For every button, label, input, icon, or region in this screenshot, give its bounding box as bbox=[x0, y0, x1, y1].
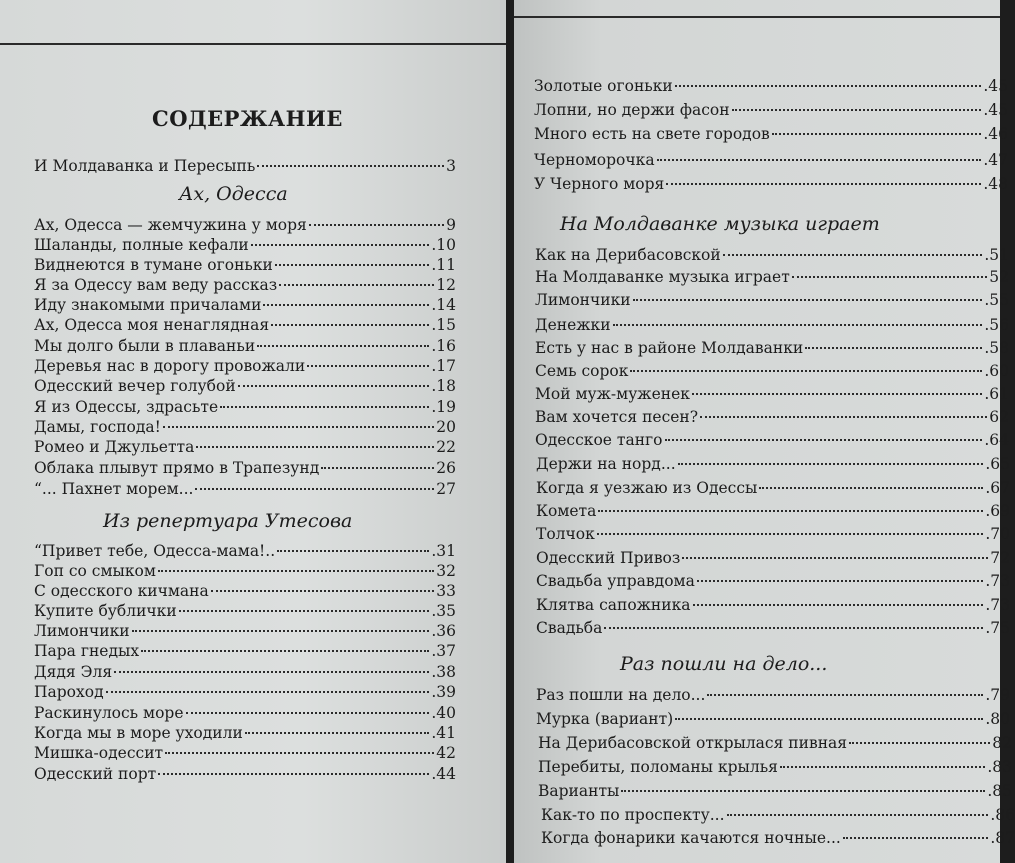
dot-leader bbox=[792, 276, 987, 278]
dot-leader bbox=[263, 304, 429, 306]
entry-page: 27 bbox=[436, 480, 456, 498]
toc-entry bbox=[538, 782, 1012, 802]
dot-leader bbox=[780, 766, 985, 768]
entry-title: Облака плывут прямо в Трапезунд bbox=[34, 459, 320, 477]
toc-entry bbox=[34, 276, 456, 296]
dot-leader bbox=[604, 627, 983, 629]
entry-page: 42 bbox=[436, 744, 456, 762]
entry-page: 3 bbox=[446, 157, 456, 175]
entry-title: Свадьба bbox=[536, 619, 603, 637]
dot-leader bbox=[727, 814, 989, 816]
toc-entry bbox=[534, 101, 1008, 121]
entry-title: “... Пахнет морем... bbox=[34, 480, 194, 498]
entry-title: Одесский Привоз bbox=[536, 549, 681, 567]
dot-leader bbox=[657, 159, 982, 161]
entry-page: .61 bbox=[984, 385, 1009, 403]
entry-title: Одесский вечер голубой bbox=[34, 377, 236, 395]
toc-entry bbox=[34, 602, 456, 622]
entry-title: Одесский порт bbox=[34, 765, 157, 783]
dot-leader bbox=[692, 393, 982, 395]
dot-leader bbox=[675, 85, 982, 87]
entry-page: .75 bbox=[985, 619, 1010, 637]
entry-title: Одесское танго bbox=[535, 431, 663, 449]
dot-leader bbox=[211, 590, 435, 592]
toc-entry bbox=[541, 806, 1015, 826]
toc-entry bbox=[535, 362, 1009, 382]
toc-entry bbox=[34, 744, 456, 764]
entry-title: Толчок bbox=[536, 525, 595, 543]
entry-page: 26 bbox=[436, 459, 456, 477]
dot-leader bbox=[700, 416, 987, 418]
entry-page: 62 bbox=[989, 408, 1009, 426]
section-title: Раз пошли на дело... bbox=[620, 653, 828, 675]
entry-page: 12 bbox=[436, 276, 456, 294]
entry-title: Лопни, но держи фасон bbox=[534, 101, 730, 119]
toc-entry bbox=[34, 542, 456, 562]
toc-entry bbox=[536, 619, 1010, 639]
entry-page: 20 bbox=[436, 418, 456, 436]
dot-leader bbox=[132, 630, 430, 632]
toc-entry bbox=[536, 455, 1010, 475]
entry-page: .41 bbox=[431, 724, 456, 742]
entry-page: .40 bbox=[431, 704, 456, 722]
toc-entry bbox=[536, 549, 1010, 569]
entry-title: Золотые огоньки bbox=[534, 77, 673, 95]
section-title: Ах, Одесса bbox=[179, 183, 288, 205]
entry-title: И Молдаванка и Пересыпь bbox=[34, 157, 256, 175]
entry-page: .85 bbox=[987, 782, 1012, 800]
dot-leader bbox=[186, 712, 430, 714]
entry-title: Мой муж-муженек bbox=[535, 385, 690, 403]
entry-page: .70 bbox=[985, 525, 1010, 543]
entry-title: Мы долго были в плаваньи bbox=[34, 337, 256, 355]
entry-title: Раскинулось море bbox=[34, 704, 184, 722]
toc-entry bbox=[34, 357, 456, 377]
entry-title: Когда я уезжаю из Одессы bbox=[536, 479, 758, 497]
entry-page: .69 bbox=[985, 502, 1010, 520]
toc-entry bbox=[34, 337, 456, 357]
dot-leader bbox=[165, 752, 434, 754]
entry-page: .47 bbox=[983, 151, 1008, 169]
entry-page: .10 bbox=[431, 236, 456, 254]
entry-page: 72 bbox=[990, 549, 1010, 567]
toc-entry bbox=[534, 125, 1008, 145]
entry-title: Я из Одессы, здрасьте bbox=[34, 398, 219, 416]
entry-page: .18 bbox=[431, 377, 456, 395]
dot-leader bbox=[251, 244, 430, 246]
toc-entry bbox=[34, 622, 456, 642]
dot-leader bbox=[665, 439, 983, 441]
section-title: На Молдаванке музыка играет bbox=[560, 213, 880, 235]
entry-page: .56 bbox=[984, 316, 1009, 334]
entry-title: Клятва сапожника bbox=[536, 596, 691, 614]
entry-title: Гоп со смыком bbox=[34, 562, 156, 580]
dot-leader bbox=[141, 650, 429, 652]
entry-title: Варианты bbox=[538, 782, 620, 800]
dot-leader bbox=[271, 324, 429, 326]
toc-entry bbox=[34, 157, 456, 177]
dot-leader bbox=[321, 467, 434, 469]
entry-title: На Дерибасовской открылася пивная bbox=[538, 734, 848, 752]
dot-leader bbox=[195, 488, 434, 490]
toc-entry bbox=[34, 765, 456, 785]
contents-heading: СОДЕРЖАНИЕ bbox=[152, 106, 343, 131]
toc-entry bbox=[535, 339, 1009, 359]
entry-page: .45 bbox=[983, 77, 1008, 95]
toc-entry bbox=[535, 268, 1009, 288]
dot-leader bbox=[678, 463, 984, 465]
toc-entry bbox=[535, 408, 1009, 428]
entry-title: Шаланды, полные кефали bbox=[34, 236, 249, 254]
dot-leader bbox=[279, 284, 434, 286]
toc-entry bbox=[34, 459, 456, 479]
section-title: Из репертуара Утесова bbox=[103, 510, 353, 532]
entry-title: Есть у нас в районе Молдаванки bbox=[535, 339, 804, 357]
dot-leader bbox=[613, 324, 983, 326]
entry-page: 9 bbox=[446, 216, 456, 234]
toc-entry bbox=[34, 316, 456, 336]
entry-page: .16 bbox=[431, 337, 456, 355]
entry-title: У Черного моря bbox=[534, 175, 665, 193]
dot-leader bbox=[772, 133, 982, 135]
dot-leader bbox=[163, 426, 434, 428]
dot-leader bbox=[257, 345, 429, 347]
page-top-rule bbox=[514, 16, 1000, 18]
entry-page: 33 bbox=[436, 582, 456, 600]
entry-title: Я за Одессу вам веду рассказ bbox=[34, 276, 278, 294]
dot-leader bbox=[196, 446, 434, 448]
entry-title: Вам хочется песен? bbox=[535, 408, 699, 426]
toc-entry bbox=[34, 683, 456, 703]
toc-entry bbox=[536, 572, 1010, 592]
dot-leader bbox=[707, 694, 983, 696]
entry-title: Перебиты, поломаны крылья bbox=[538, 758, 778, 776]
entry-title: Комета bbox=[536, 502, 597, 520]
entry-page: .35 bbox=[431, 602, 456, 620]
dot-leader bbox=[843, 837, 989, 839]
dot-leader bbox=[805, 347, 982, 349]
toc-entry bbox=[534, 151, 1008, 171]
toc-entry bbox=[534, 77, 1008, 97]
entry-title: Когда фонарики качаются ночные... bbox=[541, 829, 841, 847]
entry-title: Раз пошли на дело... bbox=[536, 686, 706, 704]
toc-entry bbox=[34, 663, 456, 683]
dot-leader bbox=[633, 299, 983, 301]
entry-title: Дядя Эля bbox=[34, 663, 113, 681]
dot-leader bbox=[682, 557, 988, 559]
entry-title: “Привет тебе, Одесса-мама!.. bbox=[34, 542, 276, 560]
toc-entry bbox=[34, 582, 456, 602]
dot-leader bbox=[849, 742, 990, 744]
entry-title: Виднеются в тумане огоньки bbox=[34, 256, 273, 274]
entry-page: .80 bbox=[985, 710, 1010, 728]
entry-page: .55 bbox=[984, 291, 1009, 309]
entry-page: .15 bbox=[431, 316, 456, 334]
entry-title: Мишка-одессит bbox=[34, 744, 164, 762]
entry-page: .37 bbox=[431, 642, 456, 660]
dot-leader bbox=[238, 385, 430, 387]
entry-title: Лимончики bbox=[535, 291, 631, 309]
dot-leader bbox=[179, 610, 430, 612]
toc-entry bbox=[536, 596, 1010, 616]
dot-leader bbox=[277, 550, 429, 552]
toc-entry bbox=[34, 480, 456, 500]
entry-page: .48 bbox=[983, 175, 1008, 193]
dot-leader bbox=[666, 183, 981, 185]
entry-title: Черноморочка bbox=[534, 151, 655, 169]
entry-title: Свадьба управдома bbox=[536, 572, 695, 590]
entry-page: .58 bbox=[984, 339, 1009, 357]
entry-page: 22 bbox=[436, 438, 456, 456]
entry-page: .17 bbox=[431, 357, 456, 375]
toc-entry bbox=[34, 704, 456, 724]
dot-leader bbox=[598, 510, 983, 512]
entry-page: .87 bbox=[990, 829, 1015, 847]
toc-entry bbox=[536, 502, 1010, 522]
entry-page: .46 bbox=[983, 125, 1008, 143]
entry-title: С одесского кичмана bbox=[34, 582, 209, 600]
dot-leader bbox=[114, 671, 429, 673]
dot-leader bbox=[158, 773, 429, 775]
dot-leader bbox=[675, 718, 983, 720]
entry-page: 52 bbox=[989, 268, 1009, 286]
toc-entry bbox=[535, 291, 1009, 311]
toc-entry bbox=[34, 296, 456, 316]
entry-title: Пара гнедых bbox=[34, 642, 140, 660]
toc-entry bbox=[34, 418, 456, 438]
entry-title: Когда мы в море уходили bbox=[34, 724, 243, 742]
toc-entry bbox=[536, 686, 1010, 706]
toc-entry bbox=[34, 562, 456, 582]
entry-page: .79 bbox=[985, 686, 1010, 704]
toc-entry bbox=[34, 256, 456, 276]
entry-page: .14 bbox=[431, 296, 456, 314]
entry-title: Ах, Одесса моя ненаглядная bbox=[34, 316, 270, 334]
entry-page: .31 bbox=[431, 542, 456, 560]
entry-page: .86 bbox=[990, 806, 1015, 824]
entry-title: Мурка (вариант) bbox=[536, 710, 674, 728]
toc-entry bbox=[34, 377, 456, 397]
dot-leader bbox=[597, 533, 984, 535]
entry-title: Иду знакомыми причалами bbox=[34, 296, 262, 314]
dot-leader bbox=[693, 604, 984, 606]
entry-page: .44 bbox=[431, 765, 456, 783]
toc-entry bbox=[34, 236, 456, 256]
entry-title: Лимончики bbox=[34, 622, 130, 640]
toc-entry bbox=[538, 734, 1012, 754]
toc-entry bbox=[536, 710, 1010, 730]
entry-title: Дамы, господа! bbox=[34, 418, 161, 436]
entry-title: Ромео и Джульетта bbox=[34, 438, 195, 456]
entry-title: Семь сорок bbox=[535, 362, 629, 380]
toc-entry bbox=[34, 642, 456, 662]
toc-entry bbox=[538, 758, 1012, 778]
entry-title: На Молдаванке музыка играет bbox=[535, 268, 790, 286]
toc-entry bbox=[541, 829, 1015, 849]
toc-entry bbox=[34, 216, 456, 236]
entry-title: Как-то по проспекту... bbox=[541, 806, 725, 824]
dot-leader bbox=[158, 570, 434, 572]
dot-leader bbox=[309, 224, 444, 226]
toc-entry bbox=[535, 316, 1009, 336]
toc-entry bbox=[535, 385, 1009, 405]
entry-page: 82 bbox=[992, 734, 1012, 752]
entry-title: Как на Дерибасовской bbox=[535, 246, 721, 264]
toc-entry bbox=[534, 175, 1008, 195]
toc-entry bbox=[34, 438, 456, 458]
toc-entry bbox=[536, 525, 1010, 545]
entry-page: .38 bbox=[431, 663, 456, 681]
dot-leader bbox=[245, 732, 430, 734]
entry-page: .73 bbox=[985, 596, 1010, 614]
toc-entry bbox=[535, 431, 1009, 451]
dot-leader bbox=[621, 790, 985, 792]
toc-entry bbox=[34, 398, 456, 418]
dot-leader bbox=[106, 691, 430, 693]
dot-leader bbox=[697, 580, 984, 582]
dot-leader bbox=[732, 109, 982, 111]
toc-entry bbox=[34, 724, 456, 744]
entry-title: Ах, Одесса — жемчужина у моря bbox=[34, 216, 307, 234]
entry-page: .83 bbox=[987, 758, 1012, 776]
toc-entry bbox=[536, 479, 1010, 499]
entry-page: .19 bbox=[431, 398, 456, 416]
entry-page: .36 bbox=[431, 622, 456, 640]
entry-title: Много есть на свете городов bbox=[534, 125, 770, 143]
dot-leader bbox=[759, 487, 983, 489]
page-top-rule bbox=[0, 43, 506, 45]
entry-page: .51 bbox=[984, 246, 1009, 264]
entry-title: Деревья нас в дорогу провожали bbox=[34, 357, 306, 375]
entry-page: .39 bbox=[431, 683, 456, 701]
entry-page: .45 bbox=[983, 101, 1008, 119]
entry-page: .65 bbox=[985, 455, 1010, 473]
entry-page: .73 bbox=[985, 572, 1010, 590]
entry-title: Денежки bbox=[535, 316, 611, 334]
entry-page: 32 bbox=[436, 562, 456, 580]
dot-leader bbox=[220, 406, 429, 408]
entry-title: Пароход bbox=[34, 683, 104, 701]
entry-page: .64 bbox=[984, 431, 1009, 449]
entry-title: Держи на норд... bbox=[536, 455, 676, 473]
entry-page: .67 bbox=[985, 479, 1010, 497]
dot-leader bbox=[275, 264, 429, 266]
dot-leader bbox=[257, 165, 444, 167]
entry-title: Купите бублички bbox=[34, 602, 177, 620]
right-page bbox=[514, 0, 1015, 863]
left-page bbox=[0, 0, 506, 863]
entry-page: .11 bbox=[431, 256, 456, 274]
dot-leader bbox=[307, 365, 429, 367]
entry-page: .60 bbox=[984, 362, 1009, 380]
dot-leader bbox=[723, 254, 983, 256]
toc-entry bbox=[535, 246, 1009, 266]
dot-leader bbox=[630, 370, 982, 372]
